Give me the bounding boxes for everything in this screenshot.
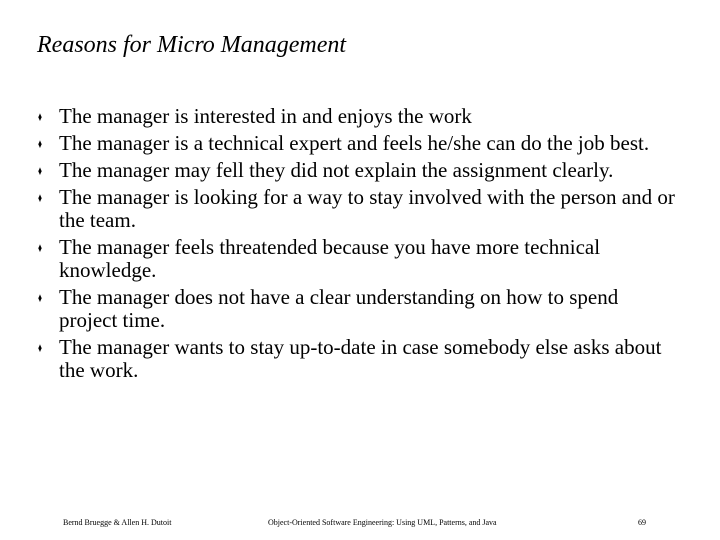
bullet-item	[38, 132, 678, 155]
slide-title: Reasons for Micro Management	[37, 32, 347, 58]
diamond-bullet-icon: ♦	[38, 240, 42, 255]
diamond-bullet-icon: ♦	[38, 190, 42, 205]
bullet-item	[38, 336, 678, 382]
bullet-text: The manager feels threatended because you have more technical knowledge.	[59, 235, 601, 282]
bullet-text: The manager may fell they did not explain the assignment clearly.	[59, 158, 614, 182]
footer-authors: Bernd Bruegge & Allen H. Dutoit	[63, 518, 172, 527]
bullet-item	[38, 286, 678, 332]
diamond-bullet-icon: ♦	[38, 290, 42, 305]
bullet-item	[38, 186, 678, 232]
bullet-text: The manager is looking for a way to stay involved with the person and or the team.	[59, 185, 675, 232]
bullet-text: The manager is interested in and enjoys the work	[59, 104, 472, 128]
footer-book-title: Object-Oriented Software Engineering: Using UML, Patterns, and Java	[268, 518, 497, 527]
bullet-item	[38, 105, 678, 128]
bullet-text: The manager is a technical expert and feels he/she can do the job best.	[59, 131, 650, 155]
diamond-bullet-icon: ♦	[38, 340, 42, 355]
bullet-list	[38, 105, 678, 386]
diamond-bullet-icon: ♦	[38, 163, 42, 178]
page-number: 69	[638, 518, 646, 527]
diamond-bullet-icon: ♦	[38, 136, 42, 151]
bullet-item	[38, 236, 678, 282]
diamond-bullet-icon: ♦	[38, 109, 42, 124]
bullet-item	[38, 159, 678, 182]
bullet-text: The manager wants to stay up-to-date in case somebody else asks about the work.	[59, 335, 662, 382]
bullet-text: The manager does not have a clear understanding on how to spend project time.	[59, 285, 619, 332]
